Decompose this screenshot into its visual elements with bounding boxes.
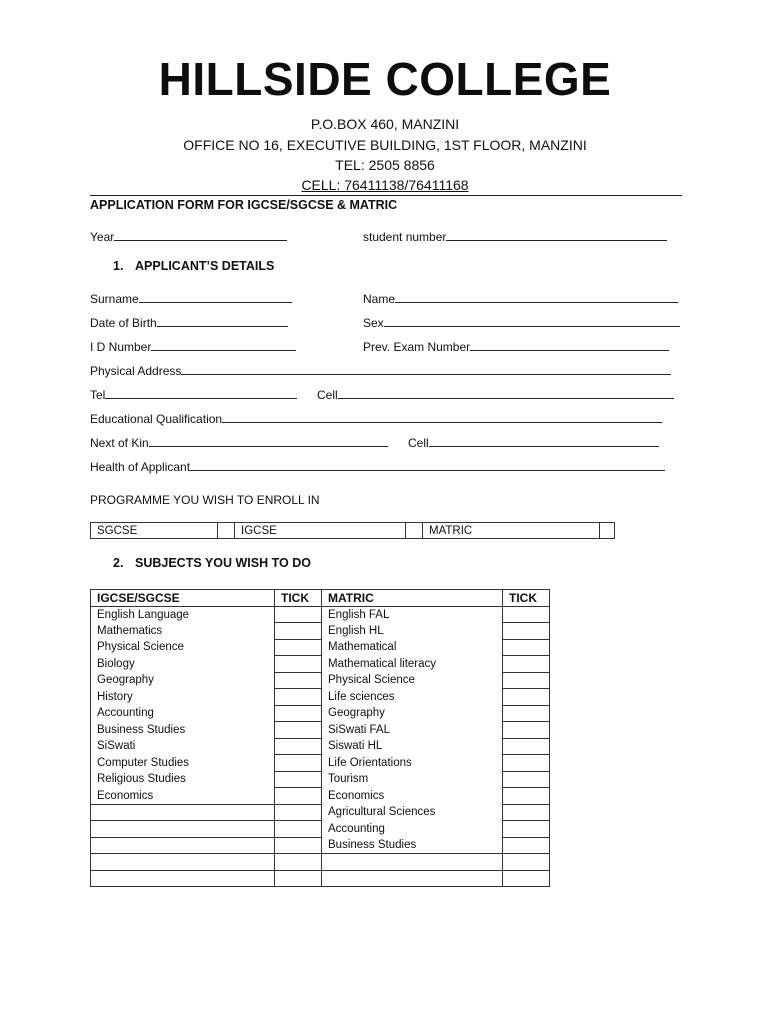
matric-tick-cell[interactable] [503,705,550,722]
programme-tick-igcse[interactable] [406,523,423,539]
table-row [91,656,550,673]
programme-option-sgcse: SGCSE [91,523,218,539]
igcse-tick-cell[interactable] [275,722,322,739]
table-row [91,837,550,854]
matric-tick-cell[interactable] [503,672,550,689]
next-of-kin-field[interactable] [90,435,388,450]
matric-tick-cell[interactable] [503,722,550,739]
dob-label: Date of Birth [90,316,157,330]
igcse-subject-cell: Mathematics [91,623,275,640]
matric-subject-cell: Life Orientations [322,755,503,772]
surname-label: Surname [90,292,139,306]
cellphone: CELL: 76411138/76411168 [301,177,469,193]
table-row [91,705,550,722]
student-number-label: student number [363,230,447,244]
matric-subject-cell: Business Studies [322,837,503,854]
table-row [91,672,550,689]
matric-subject-cell: Geography [322,705,503,722]
dob-field[interactable] [90,315,288,330]
name-input-line[interactable] [395,291,678,303]
igcse-subject-cell [91,870,275,887]
igcse-subject-cell: Biology [91,656,275,673]
telephone: TEL: 2505 8856 [335,157,435,173]
igcse-subject-cell: SiSwati [91,738,275,755]
matric-subject-cell: Mathematical literacy [322,656,503,673]
table-row [91,804,550,821]
igcse-tick-cell[interactable] [275,639,322,656]
matric-subject-cell: Mathematical [322,639,503,656]
igcse-subject-cell [91,804,275,821]
programme-table [90,522,615,539]
kin-cell-input-line[interactable] [429,435,659,447]
igcse-tick-cell[interactable] [275,788,322,805]
table-row [91,639,550,656]
programme-option-igcse: IGCSE [235,523,406,539]
table-row [91,722,550,739]
igcse-tick-cell[interactable] [275,771,322,788]
matric-subject-cell [322,854,503,871]
matric-tick-cell[interactable] [503,821,550,838]
prev-exam-field[interactable] [363,339,669,354]
kin-cell-field[interactable] [408,435,659,450]
prev-exam-input-line[interactable] [470,339,669,351]
physical-address-field[interactable] [90,363,671,378]
igcse-subject-cell: Business Studies [91,722,275,739]
table-row [91,870,550,887]
cell-label: Cell [317,388,338,402]
table-row [91,623,550,640]
matric-tick-cell[interactable] [503,837,550,854]
matric-subject-cell: Agricultural Sciences [322,804,503,821]
matric-tick-cell[interactable] [503,623,550,640]
igcse-tick-cell[interactable] [275,854,322,871]
matric-subject-cell [322,870,503,887]
id-number-input-line[interactable] [151,339,296,351]
prev-exam-label: Prev. Exam Number [363,340,471,354]
section-title: APPLICANT’S DETAILS [135,259,275,273]
programme-option-matric: MATRIC [423,523,600,539]
igcse-tick-cell[interactable] [275,705,322,722]
igcse-subject-cell: Geography [91,672,275,689]
matric-subject-cell: SiSwati FAL [322,722,503,739]
matric-tick-cell[interactable] [503,854,550,871]
igcse-subject-cell [91,837,275,854]
matric-tick-cell[interactable] [503,639,550,656]
matric-tick-cell[interactable] [503,804,550,821]
igcse-subject-cell: Accounting [91,705,275,722]
section-title: SUBJECTS YOU WISH TO DO [135,556,311,570]
tick-column-header: TICK [503,590,550,607]
physical-address-input-line[interactable] [181,363,671,375]
igcse-tick-cell[interactable] [275,656,322,673]
table-row [91,689,550,706]
health-field[interactable] [90,459,665,474]
matric-tick-cell[interactable] [503,870,550,887]
igcse-tick-cell[interactable] [275,623,322,640]
matric-tick-cell[interactable] [503,788,550,805]
igcse-column-header: IGCSE/SGCSE [91,590,275,607]
igcse-tick-cell[interactable] [275,870,322,887]
college-name: HILLSIDE COLLEGE [158,53,612,105]
kin-cell-label: Cell [408,436,429,450]
name-field[interactable] [363,291,678,306]
surname-input-line[interactable] [139,291,292,303]
subjects-table [90,589,550,887]
education-field[interactable] [90,411,662,426]
matric-tick-cell[interactable] [503,755,550,772]
igcse-subject-cell: History [91,689,275,706]
education-label: Educational Qualification [90,412,223,426]
physical-address-label: Physical Address [90,364,182,378]
matric-tick-cell[interactable] [503,738,550,755]
tel-field[interactable] [90,387,297,402]
igcse-subject-cell: Physical Science [91,639,275,656]
matric-subject-cell: Tourism [322,771,503,788]
igcse-tick-cell[interactable] [275,689,322,706]
matric-subject-cell: English HL [322,623,503,640]
sex-input-line[interactable] [384,315,680,327]
matric-subject-cell: Accounting [322,821,503,838]
table-row [91,738,550,755]
surname-field[interactable] [90,291,292,306]
programme-tick-sgcse[interactable] [218,523,235,539]
header-divider [90,195,682,196]
igcse-subject-cell: English Language [91,606,275,623]
matric-subject-cell: Economics [322,788,503,805]
dob-input-line[interactable] [157,315,288,327]
table-row [91,788,550,805]
igcse-tick-cell[interactable] [275,821,322,838]
matric-column-header: MATRIC [322,590,503,607]
year-input-line[interactable] [114,229,287,241]
cell-input-line[interactable] [338,387,674,399]
section-subjects [113,556,311,570]
health-label: Health of Applicant [90,460,191,474]
matric-tick-cell[interactable] [503,689,550,706]
igcse-tick-cell[interactable] [275,672,322,689]
id-number-field[interactable] [90,339,296,354]
student-number-input-line[interactable] [446,229,667,241]
igcse-tick-cell[interactable] [275,606,322,623]
table-row [91,821,550,838]
sex-label: Sex [363,316,384,330]
matric-tick-cell[interactable] [503,771,550,788]
name-label: Name [363,292,396,306]
section-applicant-details [113,259,274,273]
igcse-tick-cell[interactable] [275,837,322,854]
tel-label: Tel [90,388,106,402]
year-field[interactable] [90,229,287,244]
matric-tick-cell[interactable] [503,656,550,673]
section-number: 1. [113,259,124,273]
office-address: OFFICE NO 16, EXECUTIVE BUILDING, 1ST FLOOR, MANZINI [183,137,587,153]
form-title: APPLICATION FORM FOR IGCSE/SGCSE & MATRIC [90,198,398,212]
matric-subject-cell: English FAL [322,606,503,623]
id-number-label: I D Number [90,340,152,354]
igcse-tick-cell[interactable] [275,755,322,772]
next-of-kin-input-line[interactable] [149,435,388,447]
cell-field[interactable] [317,387,674,402]
year-label: Year [90,230,115,244]
igcse-subject-cell: Economics [91,788,275,805]
table-row [91,771,550,788]
section-number: 2. [113,556,124,570]
igcse-subject-cell [91,821,275,838]
programme-tick-matric[interactable] [600,523,615,539]
table-row [91,606,550,623]
po-box: P.O.BOX 460, MANZINI [310,116,460,132]
education-input-line[interactable] [222,411,662,423]
programme-heading: PROGRAMME YOU WISH TO ENROLL IN [90,493,320,507]
matric-subject-cell: Siswati HL [322,738,503,755]
igcse-subject-cell: Religious Studies [91,771,275,788]
matric-subject-cell: Life sciences [322,689,503,706]
next-of-kin-label: Next of Kin [90,436,149,450]
matric-tick-cell[interactable] [503,606,550,623]
sex-field[interactable] [363,315,680,330]
health-input-line[interactable] [190,459,665,471]
igcse-subject-cell [91,854,275,871]
table-row [91,854,550,871]
tick-column-header: TICK [275,590,322,607]
table-row [91,755,550,772]
igcse-tick-cell[interactable] [275,804,322,821]
matric-subject-cell: Physical Science [322,672,503,689]
igcse-tick-cell[interactable] [275,738,322,755]
tel-input-line[interactable] [105,387,297,399]
igcse-subject-cell: Computer Studies [91,755,275,772]
student-number-field[interactable] [363,229,667,244]
